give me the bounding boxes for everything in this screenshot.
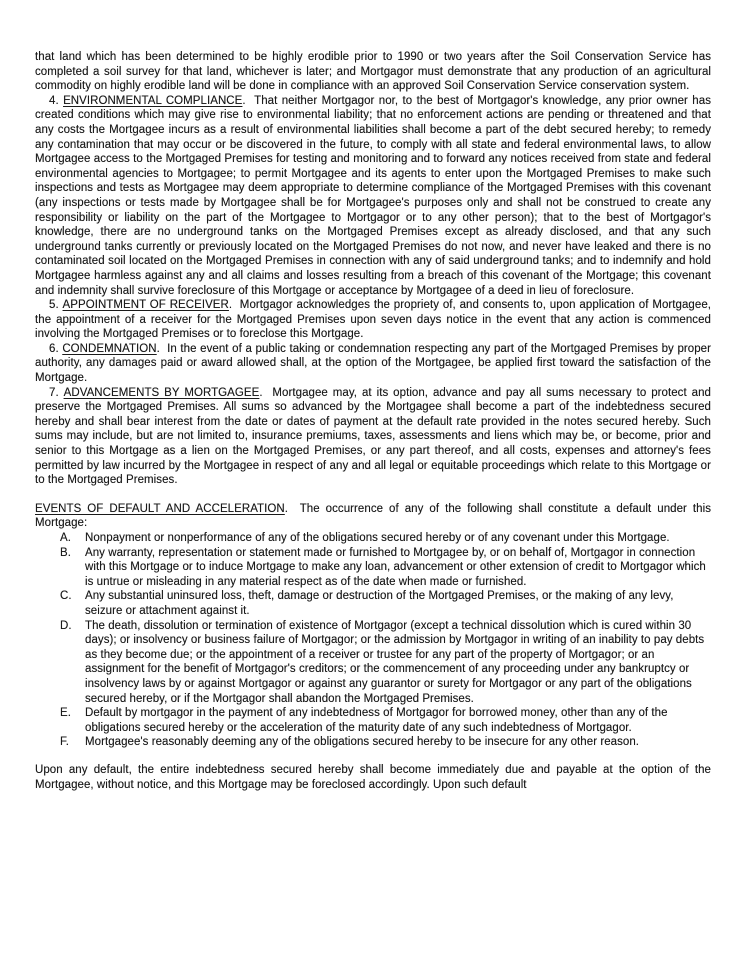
item-letter: B. [60, 546, 71, 559]
item-letter: A. [60, 532, 71, 544]
section-paragraph-4 [35, 94, 711, 298]
item-letter: F. [60, 736, 70, 749]
section-paragraph-7 [35, 386, 711, 488]
closing-paragraph: Upon any default, the entire indebtedness secured hereby shall become immediately due and payable at the option of the Mortgagee, without notice, and this Mortgage may be foreclosed accordingly. Upon such default [35, 763, 711, 791]
intro-paragraph: that land which has been determined to be highly erodible prior to 1990 or two years after the Soil Conservation Service has completed a soil survey for that land, whichever is later; and Mortgagor must demonstrate that any production of an agricultural commodity on highly erodible land will be done in compliance with an approved Soil Conservation Service conservation system. [35, 51, 711, 93]
item-text: The death, dissolution or termination of existence of Mortgagor (except a technical dissolution which is cured within 30 days); or insolvency or business failure of Mortgagor; or the admission by Mortgagor in writing of an inability to pay debts as they become due; or the appointment of a receiver or trustee for any part of the property of Mortgagor; or an assignment for the benefit of Mortgagor's creditors; or the commencement of any proceeding under any bankruptcy or insolvency laws by or against Mortgagor or against any guarantor or surety for Mortgagor or any part of the obligations secured hereby, or if the Mortgagor shall abandon the Mortgaged Premises. [85, 619, 705, 705]
item-text: Mortgagee's reasonably deeming any of the obligations secured hereby to be insecure for any other reason. [85, 736, 640, 749]
section-body: . That neither Mortgagor nor, to the best of Mortgagor's knowledge, any prior owner has created conditions which may give rise to environmental liability; that no enforcement actions are pending or threatened and that any costs the Mortgagee incurs as a result of environmental liabilities shall become a part of the debt secured hereby; to remedy any contamination that may occur or be discovered in the future, to comply with all state and federal environmental laws, to allow Mortgagee access to the Mortgaged Premises for testing and monitoring and to forward any notices received from state and federal environmental agencies to Mortgagee; to permit Mortgagee and its agents to enter upon the Mortgaged Premises to make such inspections and tests as Mortgagee may deem appropriate to determine compliance of the Mortgaged Premises with this covenant (any inspections or tests made by Mortgagee shall be for Mortgagee's purposes only and shall not be construed to create any responsibility or liability on the part of the Mortgagee to Mortgagor or to any other person); that to the best of Mortgagor's knowledge, there are no underground tanks on the Mortgaged Premises except as already disclosed, and that any such underground tanks currently or previously located on the Mortgaged Premises do not now, and never have leaked and there is no contaminated soil located on the Mortgaged Premises in connection with any of said underground tanks; and to indemnify and hold Mortgagee harmless against any and all claims and losses resulting from a breach of this covenant of the Mortgage; this covenant and indemnity shall survive foreclosure of this Mortgage or acceptance by Mortgagee of a deed in lieu of foreclosure. [35, 94, 711, 297]
item-text: Default by mortgagor in the payment of any indebtedness of Mortgagor for borrowed money, other than any of the obligations secured hereby or the acceleration of the maturity date of any such indebtedness of Mortgagor. [85, 707, 668, 734]
default-item-e [35, 706, 711, 735]
item-text: Any substantial uninsured loss, theft, damage or destruction of the Mortgaged Premises, or the making of any levy, seizure or attachment against it. [85, 590, 674, 617]
default-item-c [35, 589, 711, 618]
page-content [35, 50, 711, 792]
item-letter: D. [60, 619, 72, 632]
default-list [35, 531, 711, 750]
section-paragraph-5 [35, 298, 711, 342]
section-number: 7. [49, 386, 59, 399]
events-body: . The occurrence of any of the following shall constitute a default under this Mortgage: [35, 502, 711, 530]
section-body: . Mortgagee may, at its option, advance and pay all sums necessary to protect and preserve the Mortgaged Premises. All sums so advanced by the Mortgagee shall become a part of the indebtedness secured hereby and shall bear interest from the date or dates of payment at the default rate provided in the notes secured hereby. Such sums may include, but are not limited to, insurance premiums, taxes, assessments and liens which may be, or become, prior and senior to this Mortgage as a lien on the Mortgaged Premises, or any part thereof, and all costs, expenses and attorney's fees permitted by law incurred by the Mortgagee in respect of any and all legal or equitable proceedings which relate to this Mortgage or to the Mortgaged Premises. [35, 386, 711, 487]
section-heading: ENVIRONMENTAL COMPLIANCE [63, 94, 243, 107]
item-text: Nonpayment or nonperformance of any of the obligations secured hereby or of any covenant under this Mortgage. [85, 532, 670, 544]
section-heading: APPOINTMENT OF RECEIVER [62, 299, 229, 312]
section-number: 5. [49, 299, 59, 312]
item-letter: E. [60, 707, 71, 720]
events-of-default-paragraph [35, 502, 711, 531]
section-number: 4. [49, 94, 59, 107]
section-body: . In the event of a public taking or condemnation respecting any part of the Mortgaged Premises by proper authority, any damages paid or award allowed shall, at the option of the Mortgagee, be applied first toward the satisfaction of the Mortgage. [35, 342, 712, 385]
default-item-d [35, 619, 711, 707]
section-body: . Mortgagor acknowledges the propriety of, and consents to, upon application of Mortgagee, the appointment of a receiver for the Mortgaged Premises upon seven days notice in the event that any action is commenced involving the Mortgaged Premises or to foreclose this Mortgage. [35, 299, 712, 341]
section-paragraph-6 [35, 342, 711, 386]
section-number: 6. [49, 342, 59, 355]
section-heading: CONDEMNATION [62, 342, 157, 355]
section-heading: ADVANCEMENTS BY MORTGAGEE [63, 386, 260, 399]
item-text: Any warranty, representation or statement made or furnished to Mortgagee by, or on behalf of, Mortgagor in connection with this Mortgage or to induce Mortgage to make any loan, advancement or other extension of credit to Mortgagor which is untrue or misleading in any material respect as of the date when made or furnished. [85, 546, 706, 588]
default-item-f [35, 735, 711, 750]
default-item-a [35, 531, 711, 546]
events-heading: EVENTS OF DEFAULT AND ACCELERATION [35, 502, 285, 515]
item-letter: C. [60, 590, 72, 603]
default-item-b [35, 546, 711, 590]
